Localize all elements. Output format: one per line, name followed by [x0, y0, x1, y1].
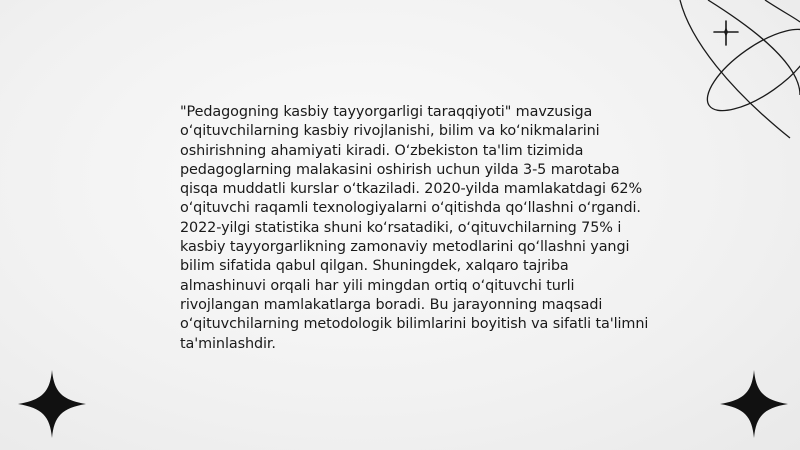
orbit-sparkle-icon — [660, 0, 800, 150]
four-point-star-icon — [18, 370, 86, 438]
four-point-star-icon — [720, 370, 788, 438]
body-paragraph: "Pedagogning kasbiy tayyorgarligi taraqqiyoti" mavzusiga o‘qituvchilarning kasbiy rivojlanishi, bilim va ko‘nikmalarini oshirishning ahamiyati kiradi. O‘zbekiston ta'lim tizimida pedagoglarning malakasini oshirish uchun yilda 3-5 marotaba qisqa muddatli kurslar o‘tkaziladi. 2020-yilda mamlakatdagi 62% o‘qituvchi raqamli texnologiyalarni o‘qitishda qo‘llashni o‘rgandi. 2022-yilgi statistika shuni ko‘rsatadiki, o‘qituvchilarning 75% i kasbiy tayyorgarlikning zamonaviy metodlarini qo‘llashni yangi bilim sifatida qabul qilgan. Shuningdek, xalqaro tajriba almashinuvi orqali har yili mingdan ortiq o‘qituvchi turli rivojlangan mamlakatlarga boradi. Bu jarayonning maqsadi o‘qituvchilarning metodologik bilimlarini boyitish va sifatli ta'limni ta'minlashdir. — [180, 104, 649, 352]
